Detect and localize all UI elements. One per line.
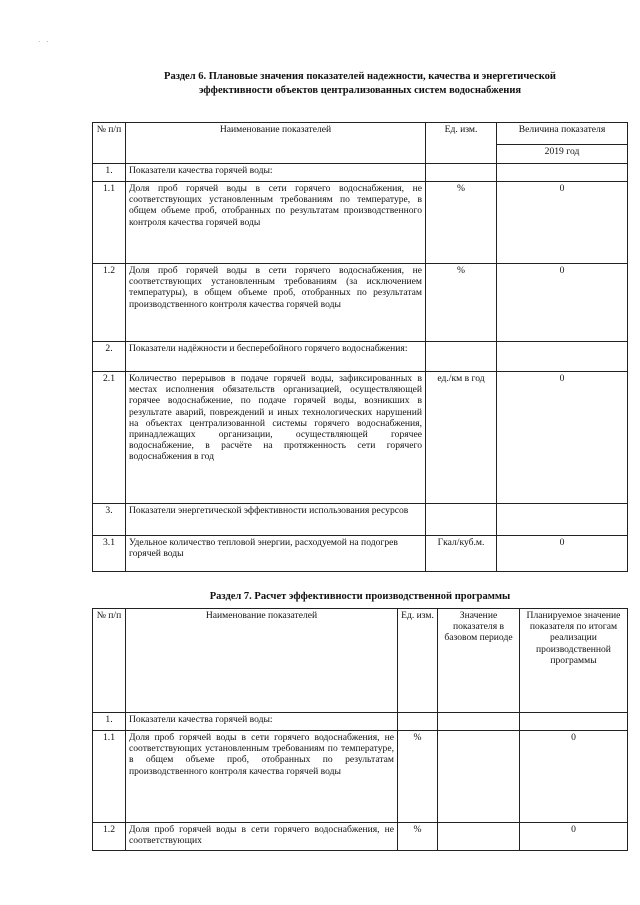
row-value: 0: [497, 264, 628, 342]
row-num: 1.: [93, 713, 126, 731]
row-num: 3.1: [93, 536, 126, 572]
row-num: 1.1: [93, 731, 126, 823]
row-value: 0: [497, 372, 628, 504]
row-unit: ед./км в год: [426, 372, 497, 504]
row-planned: [520, 713, 628, 731]
section6-title-line2: эффективности объектов централизованных систем водоснабжения: [198, 85, 522, 96]
section6-title: [120, 70, 600, 98]
row-unit: [398, 713, 438, 731]
row-base: [438, 823, 520, 851]
row-unit: [426, 342, 497, 372]
table-row: [93, 504, 628, 536]
row-name: Показатели качества горячей воды:: [126, 713, 398, 731]
row-name: Показатели энергетической эффективности использования ресурсов: [126, 504, 426, 536]
header-unit: Ед. изм.: [398, 609, 438, 713]
row-name: Доля проб горячей воды в сети горячего водоснабжения, не соответствующих установленным требованиям по температуре, в общем объеме проб, отобранных по результатам производственного контроля качества горячей воды: [126, 182, 426, 264]
row-value: 0: [497, 536, 628, 572]
header-value-group: Величина показателя: [497, 123, 628, 145]
header-planned: Планируемое значение показателя по итогам реализации производственной программы: [520, 609, 628, 713]
row-num: 1.2: [93, 264, 126, 342]
header-year: 2019 год: [497, 145, 628, 164]
table-row: [93, 823, 628, 851]
row-unit: %: [426, 182, 497, 264]
row-num: 2.: [93, 342, 126, 372]
row-unit: Гкал/куб.м.: [426, 536, 497, 572]
header-num: № п/п: [93, 609, 126, 713]
row-num: 1.2: [93, 823, 126, 851]
row-unit: [426, 504, 497, 536]
row-value: [497, 504, 628, 536]
row-value: [497, 164, 628, 182]
header-name: Наименование показателей: [126, 609, 398, 713]
row-unit: %: [398, 731, 438, 823]
row-base: [438, 731, 520, 823]
row-unit: %: [398, 823, 438, 851]
row-num: 3.: [93, 504, 126, 536]
header-base: Значение показателя в базовом периоде: [438, 609, 520, 713]
row-value: 0: [497, 182, 628, 264]
section7-header-row: [93, 609, 628, 713]
section7-table: [92, 608, 628, 851]
row-name: Удельное количество тепловой энергии, расходуемой на подогрев горячей воды: [126, 536, 426, 572]
row-num: 1.: [93, 164, 126, 182]
section6-table: [92, 122, 628, 572]
section7-title: Раздел 7. Расчет эффективности производственной программы: [209, 591, 511, 602]
table-row: [93, 182, 628, 264]
header-unit: Ед. изм.: [426, 123, 497, 164]
scan-mark: · ·: [38, 38, 51, 46]
row-num: 2.1: [93, 372, 126, 504]
row-name: Показатели надёжности и бесперебойного горячего водоснабжения:: [126, 342, 426, 372]
table-row: [93, 372, 628, 504]
table-row: [93, 713, 628, 731]
row-num: 1.1: [93, 182, 126, 264]
table-row: [93, 536, 628, 572]
row-unit: %: [426, 264, 497, 342]
section6-title-line1: Раздел 6. Плановые значения показателей надежности, качества и энергетической: [164, 71, 556, 82]
table-row: [93, 342, 628, 372]
header-num: № п/п: [93, 123, 126, 164]
table-row: [93, 731, 628, 823]
row-planned: 0: [520, 823, 628, 851]
table-row: [93, 264, 628, 342]
row-name: Доля проб горячей воды в сети горячего водоснабжения, не соответствующих: [126, 823, 398, 851]
row-planned: 0: [520, 731, 628, 823]
row-name: Доля проб горячей воды в сети горячего водоснабжения, не соответствующих установленным требованиям (за исключением температуры), в общем объеме проб, отобранных по результатам производственного контроля качества горячей воды: [126, 264, 426, 342]
header-name: Наименование показателей: [126, 123, 426, 164]
section6-header-row: [93, 123, 628, 145]
row-name: Доля проб горячей воды в сети горячего водоснабжения, не соответствующих установленным требованиям по температуре, в общем объеме проб, отобранных по результатам производственного контроля качества горячей воды: [126, 731, 398, 823]
row-name: Количество перерывов в подаче горячей воды, зафиксированных в местах исполнения обязательств организацией, осуществляющей горячее водоснабжение, по подаче горячей воды, возникших в результате аварий, повреждений и иных технологических нарушений на объектах централизованной системы горячего водоснабжения, принадлежащих организации, осуществляющей горячее водоснабжение, в расчёте на протяженность сети горячего водоснабжения в год: [126, 372, 426, 504]
row-base: [438, 713, 520, 731]
table-row: [93, 164, 628, 182]
row-unit: [426, 164, 497, 182]
row-name: Показатели качества горячей воды:: [126, 164, 426, 182]
row-value: [497, 342, 628, 372]
